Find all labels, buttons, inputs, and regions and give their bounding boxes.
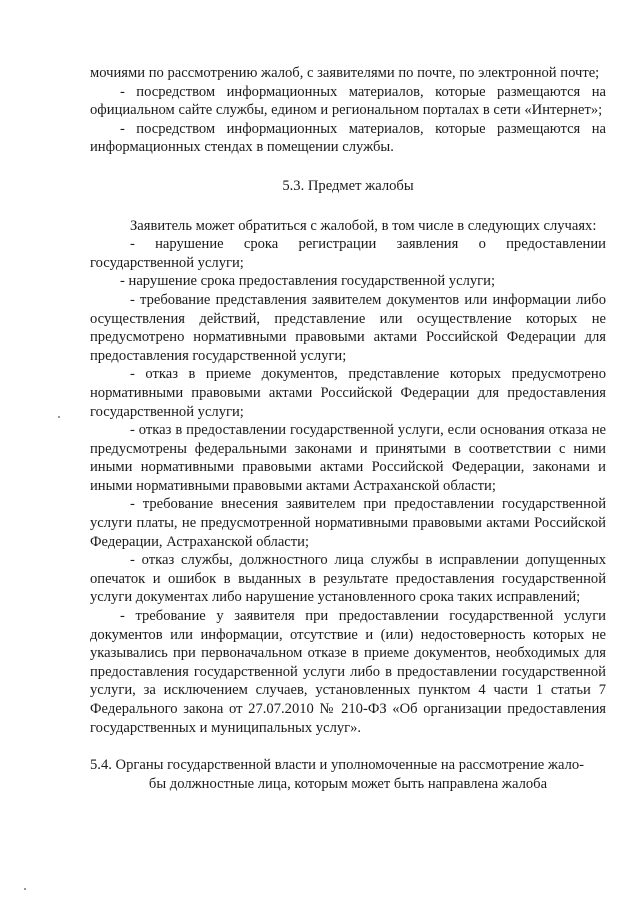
section-5-3-intro: Заявитель может обратиться с жалобой, в том числе в следующих случаях:: [130, 217, 597, 234]
scan-speck: [58, 416, 60, 418]
complaint-case-item: - отказ в предоставлении государственной услуги, если основания отказа не предусмотрены федеральными законами и принятыми в соответствии с ними иными нормативными правовыми актами Российской Федерации, законами и иными нормативными правовыми актами Астраханской области;: [90, 422, 606, 494]
document-body: [90, 64, 606, 793]
complaint-case-item: - нарушение срока регистрации заявления о предоставлении государственной услуги;: [90, 236, 606, 271]
section-heading-5-3: 5.3. Предмет жалобы: [282, 177, 414, 194]
complaint-case-item: - нарушение срока предоставления государственной услуги;: [120, 273, 496, 290]
paragraph-continuation: мочиями по рассмотрению жалоб, с заявителями по почте, по электронной почте;: [90, 65, 600, 81]
section-heading-5-4-line2: бы должностные лица, которым может быть направлена жалоба: [148, 775, 548, 792]
complaint-case-item: - отказ в приеме документов, представление которых предусмотрено нормативными правовыми актами Российской Федерации для предоставления государственной услуги;: [90, 366, 606, 420]
paragraph-info-stands: - посредством информационных материалов, которые размещаются на информационных стендах в помещении службы.: [90, 120, 606, 156]
complaint-case-item: - отказ службы, должностного лица службы в исправлении допущенных опечаток и ошибок в выданных в результате предоставления государственной услуги документах либо нарушение установленного срока таких исправлений;: [90, 552, 606, 606]
complaint-case-item: - требование внесения заявителем при предоставлении государственной услуги платы, не предусмотренной нормативными правовыми актами Российской Федерации, Астраханской области;: [90, 496, 606, 550]
paragraph-info-website: - посредством информационных материалов, которые размещаются на официальном сайте службы, едином и региональном порталах в сети «Интернет»;: [90, 83, 606, 119]
section-heading-5-4-line1: 5.4. Органы государственной власти и уполномоченные на рассмотрение жало-: [90, 757, 585, 774]
complaint-case-item: - требование представления заявителем документов или информации либо осуществления действий, представление или осуществление которых не предусмотрено нормативными правовыми актами Российской Федерации для предоставления государственной услуги;: [90, 291, 606, 364]
complaint-case-item: - требование у заявителя при предоставлении государственной услуги документов или информации, отсутствие и (или) недостоверность которых не указывались при первоначальном отказе в приеме документов, необходимых для предоставления государственной услуги либо в предоставлении государственной услуги, за исключением случаев, установленных пунктом 4 части 1 статьи 7 Федерального закона от 27.07.2010 № 210-ФЗ «Об организации предоставления государственных и муниципальных услуг».: [90, 608, 606, 736]
scan-speck: [24, 888, 26, 890]
section-heading-5-4: [90, 756, 606, 793]
